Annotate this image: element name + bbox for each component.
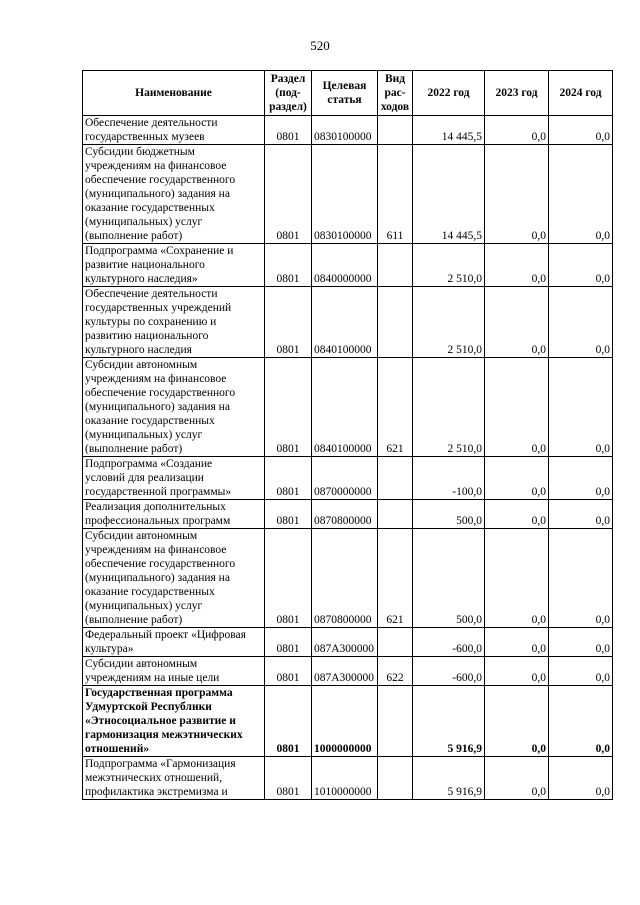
page-number: 520: [310, 38, 330, 53]
cell-vid: [378, 628, 413, 657]
cell-name: Подпрограмма «Создание условий для реализации государственной программы»: [83, 457, 265, 500]
table-row: [83, 500, 613, 529]
header-2023: 2023 год: [485, 71, 549, 116]
cell-target: 0870000000: [312, 457, 378, 500]
cell-2024: 0,0: [549, 500, 613, 529]
cell-section: 0801: [265, 358, 312, 457]
table-row: [83, 628, 613, 657]
table-row: [83, 686, 613, 757]
cell-2024: 0,0: [549, 244, 613, 287]
cell-2022: -100,0: [413, 457, 485, 500]
cell-2024: 0,0: [549, 457, 613, 500]
table-row: [83, 657, 613, 686]
cell-2023: 0,0: [485, 358, 549, 457]
table-row: [83, 457, 613, 500]
cell-2024: 0,0: [549, 529, 613, 628]
cell-2022: 500,0: [413, 529, 485, 628]
cell-section: 0801: [265, 529, 312, 628]
cell-target: 1000000000: [312, 686, 378, 757]
cell-section: 0801: [265, 145, 312, 244]
table-row: [83, 116, 613, 145]
cell-2024: 0,0: [549, 287, 613, 358]
cell-target: 0870800000: [312, 529, 378, 628]
header-2024: 2024 год: [549, 71, 613, 116]
cell-2022: 14 445,5: [413, 116, 485, 145]
cell-2022: 2 510,0: [413, 358, 485, 457]
cell-target: 0870800000: [312, 500, 378, 529]
cell-2024: 0,0: [549, 686, 613, 757]
cell-name: Подпрограмма «Гармонизация межэтнических отношений, профилактика экстремизма и: [83, 757, 265, 800]
cell-vid: [378, 244, 413, 287]
table-body: [83, 116, 613, 800]
cell-section: 0801: [265, 757, 312, 800]
cell-2022: 14 445,5: [413, 145, 485, 244]
table-row: [83, 757, 613, 800]
header-vid: Вид рас- ходов: [378, 71, 413, 116]
table-row: [83, 145, 613, 244]
cell-2023: 0,0: [485, 145, 549, 244]
cell-name: Субсидии бюджетным учреждениям на финансовое обеспечение государственного (муниципального) задания на оказание государственных (муниципальных) услуг (выполнение работ): [83, 145, 265, 244]
cell-vid: [378, 287, 413, 358]
cell-vid: [378, 686, 413, 757]
cell-name: Субсидии автономным учреждениям на финансовое обеспечение государственного (муниципального) задания на оказание государственных (муниципальных) услуг (выполнение работ): [83, 358, 265, 457]
cell-target: 0840000000: [312, 244, 378, 287]
header-section: Раздел (под- раздел): [265, 71, 312, 116]
cell-vid: 621: [378, 529, 413, 628]
cell-name: Субсидии автономным учреждениям на финансовое обеспечение государственного (муниципального) задания на оказание государственных (муниципальных) услуг (выполнение работ): [83, 529, 265, 628]
cell-2024: 0,0: [549, 116, 613, 145]
cell-2023: 0,0: [485, 657, 549, 686]
cell-2022: 5 916,9: [413, 757, 485, 800]
budget-table: [82, 70, 613, 800]
cell-vid: [378, 457, 413, 500]
table-row: [83, 529, 613, 628]
table-row: [83, 244, 613, 287]
cell-target: 0840100000: [312, 287, 378, 358]
cell-2023: 0,0: [485, 628, 549, 657]
cell-section: 0801: [265, 686, 312, 757]
cell-target: 087A300000: [312, 657, 378, 686]
cell-2023: 0,0: [485, 686, 549, 757]
cell-2022: -600,0: [413, 657, 485, 686]
header-name: Наименование: [83, 71, 265, 116]
cell-vid: [378, 116, 413, 145]
cell-2024: 0,0: [549, 358, 613, 457]
cell-vid: [378, 500, 413, 529]
cell-name: Реализация дополнительных профессиональных программ: [83, 500, 265, 529]
cell-target: 1010000000: [312, 757, 378, 800]
cell-section: 0801: [265, 244, 312, 287]
cell-section: 0801: [265, 287, 312, 358]
cell-2024: 0,0: [549, 628, 613, 657]
cell-2024: 0,0: [549, 657, 613, 686]
table-row: [83, 287, 613, 358]
cell-2023: 0,0: [485, 500, 549, 529]
table-row: [83, 358, 613, 457]
cell-vid: 611: [378, 145, 413, 244]
cell-name: Федеральный проект «Цифровая культура»: [83, 628, 265, 657]
cell-2023: 0,0: [485, 529, 549, 628]
cell-2023: 0,0: [485, 757, 549, 800]
cell-name: Обеспечение деятельности государственных учреждений культуры по сохранению и развитию национального культурного наследия: [83, 287, 265, 358]
table-header-row: [83, 71, 613, 116]
cell-2024: 0,0: [549, 757, 613, 800]
cell-2022: 2 510,0: [413, 287, 485, 358]
cell-section: 0801: [265, 500, 312, 529]
cell-section: 0801: [265, 116, 312, 145]
cell-target: 0830100000: [312, 116, 378, 145]
cell-2022: 2 510,0: [413, 244, 485, 287]
cell-name: Обеспечение деятельности государственных музеев: [83, 116, 265, 145]
header-2022: 2022 год: [413, 71, 485, 116]
cell-vid: 622: [378, 657, 413, 686]
cell-2023: 0,0: [485, 116, 549, 145]
cell-name: Подпрограмма «Сохранение и развитие национального культурного наследия»: [83, 244, 265, 287]
cell-vid: [378, 757, 413, 800]
header-target: Целевая статья: [312, 71, 378, 116]
cell-target: 0830100000: [312, 145, 378, 244]
cell-target: 0840100000: [312, 358, 378, 457]
cell-2023: 0,0: [485, 287, 549, 358]
cell-2022: 500,0: [413, 500, 485, 529]
cell-vid: 621: [378, 358, 413, 457]
cell-target: 087A300000: [312, 628, 378, 657]
cell-2023: 0,0: [485, 244, 549, 287]
cell-2022: -600,0: [413, 628, 485, 657]
cell-section: 0801: [265, 628, 312, 657]
cell-name: Субсидии автономным учреждениям на иные цели: [83, 657, 265, 686]
cell-2023: 0,0: [485, 457, 549, 500]
cell-section: 0801: [265, 657, 312, 686]
cell-2022: 5 916,9: [413, 686, 485, 757]
cell-section: 0801: [265, 457, 312, 500]
cell-2024: 0,0: [549, 145, 613, 244]
cell-name: Государственная программа Удмуртской Республики «Этносоциальное развитие и гармонизация межэтнических отношений»: [83, 686, 265, 757]
